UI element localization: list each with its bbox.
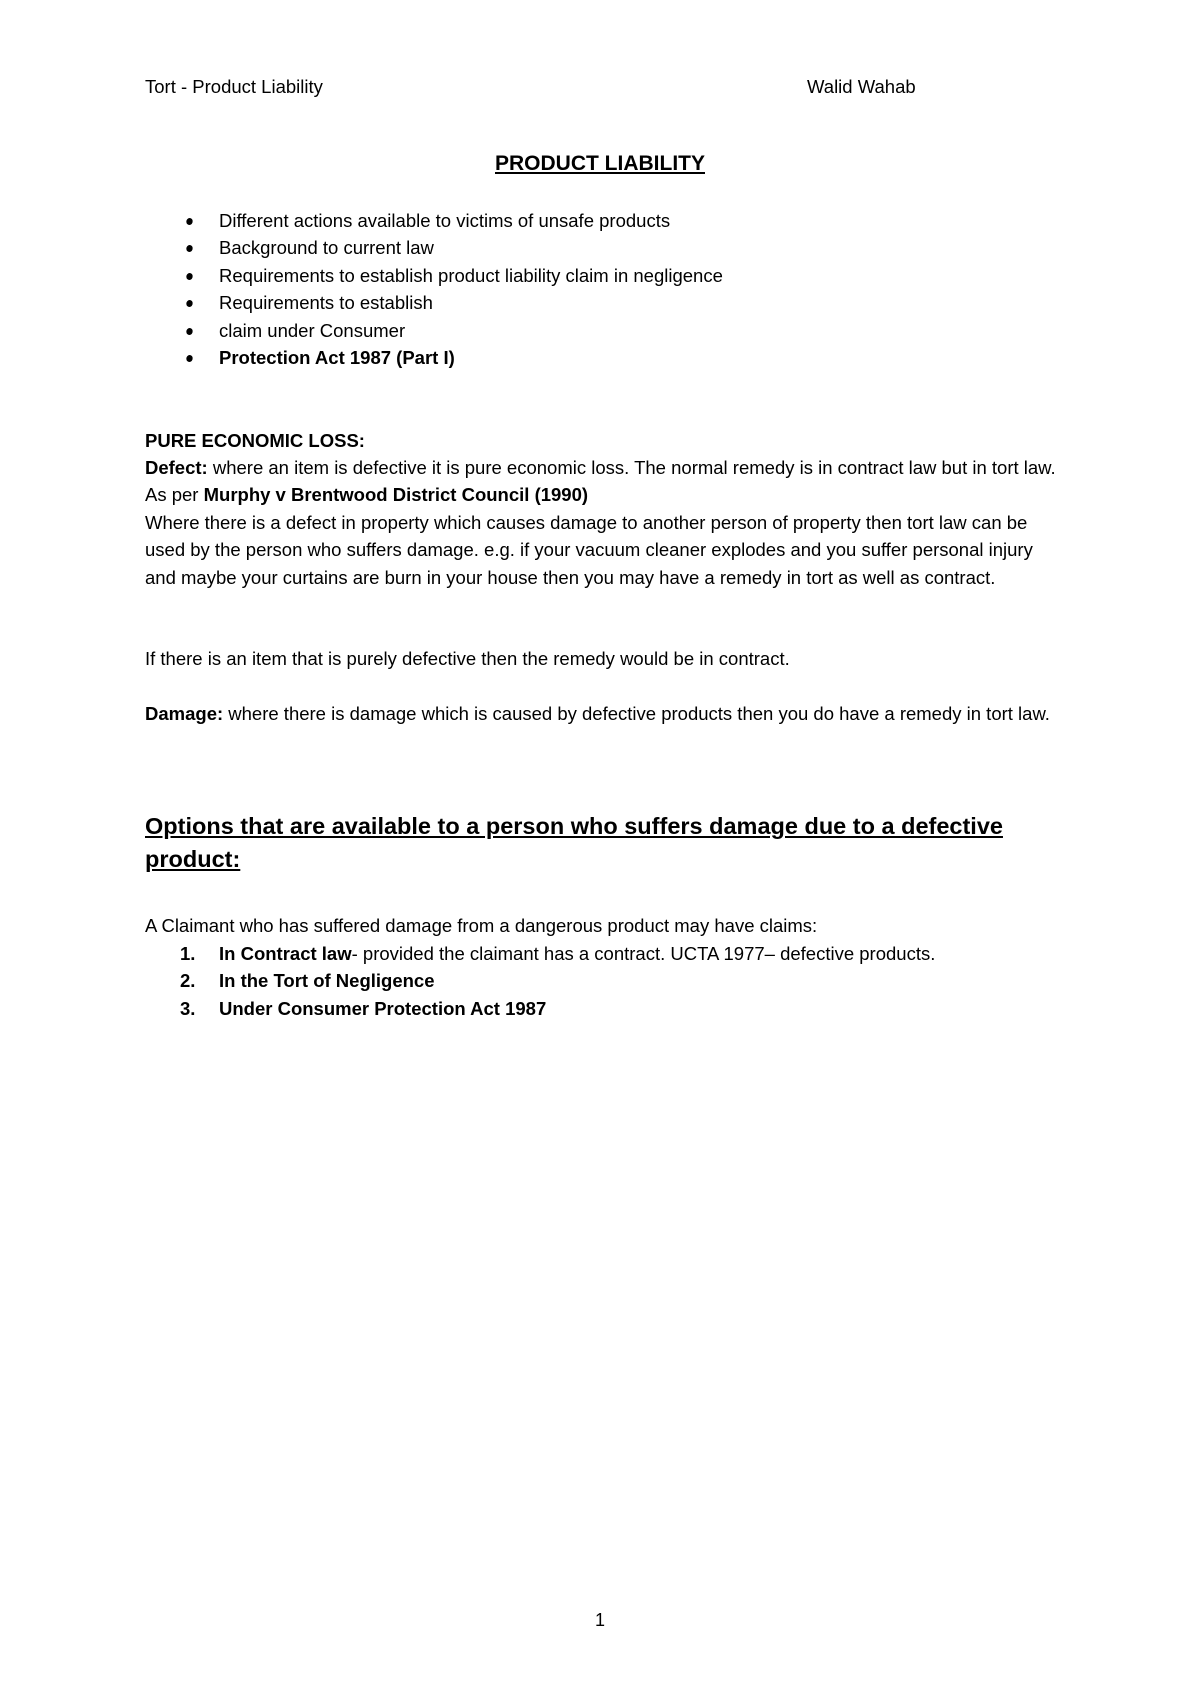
bullet-icon <box>185 217 193 226</box>
list-item: Requirements to establish <box>145 289 1065 316</box>
defect-label: Defect: <box>145 457 208 478</box>
bullet-icon <box>185 272 193 281</box>
options-heading: Options that are available to a person who suffers damage due to a defective product: <box>145 813 1003 872</box>
page-number: 1 <box>594 1610 605 1630</box>
list-item: Background to current law <box>145 234 1065 261</box>
list-item: 3. Under Consumer Protection Act 1987 <box>180 997 547 1019</box>
bullet-icon <box>185 299 193 308</box>
bullet-icon <box>185 245 193 254</box>
case-citation: Murphy v Brentwood District Council (1990) <box>203 484 589 506</box>
list-item: Requirements to establish product liability claim in negligence <box>145 262 1065 289</box>
damage-label: Damage: <box>145 703 224 724</box>
list-item: Different actions available to victims of unsafe products <box>145 207 1065 234</box>
damage-paragraph: Damage: where there is damage which is caused by defective products then you do have a remedy in tort law. <box>145 703 1050 724</box>
list-item: Protection Act 1987 (Part I) <box>145 344 1065 371</box>
bullet-icon <box>185 327 193 336</box>
header-author: Walid Wahab <box>807 76 916 97</box>
topics-bullet-list <box>145 207 1065 371</box>
list-item: 2. In the Tort of Negligence <box>180 970 435 992</box>
list-item: 1. In Contract law- provided the claimant has a contract. UCTA 1977– defective products. <box>180 943 936 964</box>
purely-defective-paragraph: If there is an item that is purely defective then the remedy would be in contract. <box>145 648 790 669</box>
page-title: PRODUCT LIABILITY <box>495 152 705 175</box>
bullet-icon <box>185 354 193 363</box>
claims-numbered-list <box>145 940 1065 1022</box>
list-item: claim under Consumer <box>145 317 1065 344</box>
pure-economic-loss-heading: PURE ECONOMIC LOSS: <box>145 430 365 451</box>
defect-paragraph: Defect: where an item is defective it is pure economic loss. The normal remedy is in contract law but in tort law. As per Murphy v Brentwood District Council (1990) Where there is a defect in property which causes damage to another person of property then tort law can be used by the person who suffers damage. e.g. if your vacuum cleaner explodes and you suffer personal injury and maybe your curtains are burn in your house then you may have a remedy in tort as well as contract. <box>145 457 1056 588</box>
options-intro: A Claimant who has suffered damage from a dangerous product may have claims: <box>145 915 818 936</box>
header-title: Tort - Product Liability <box>145 76 323 97</box>
